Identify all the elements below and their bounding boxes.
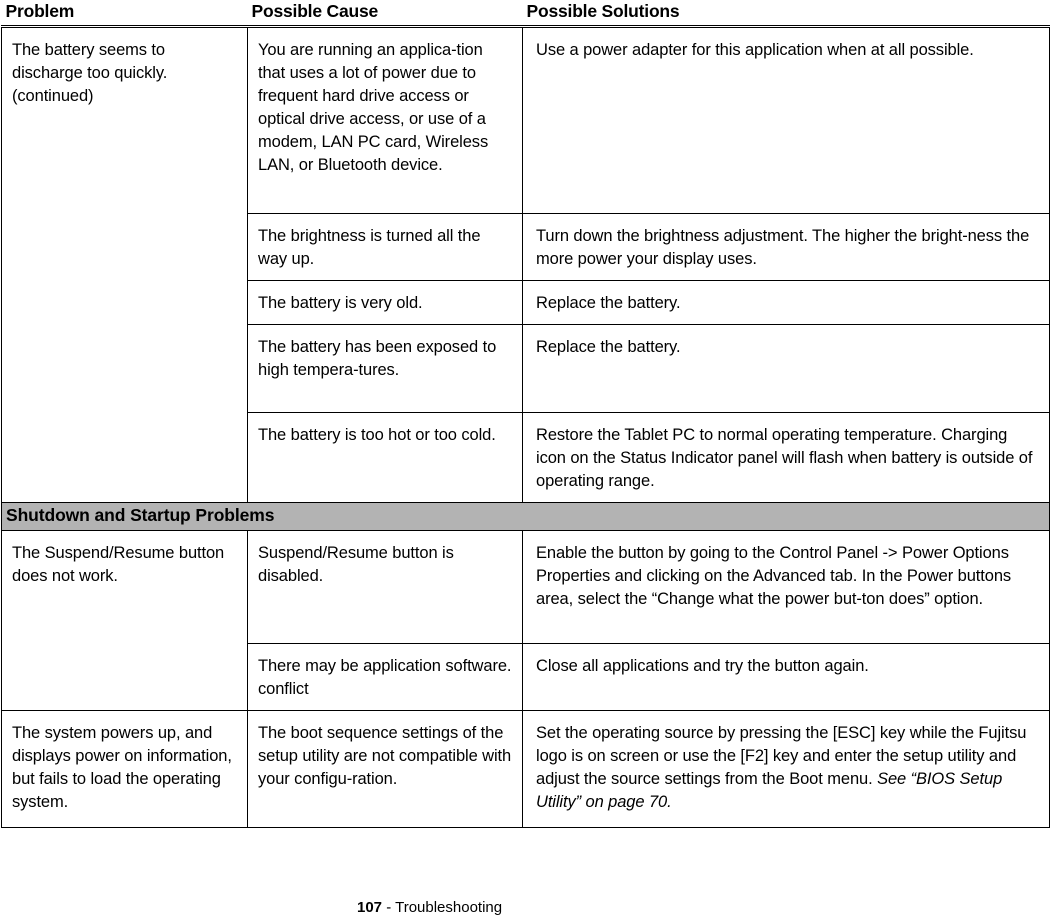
- section-title-shutdown: Shutdown and Startup Problems: [2, 503, 1050, 531]
- cause-cell: The brightness is turned all the way up.: [248, 214, 523, 281]
- header-row: [2, 0, 1050, 27]
- header-possible-cause: Possible Cause: [251, 1, 379, 21]
- cross-reference-link: See “BIOS Setup Utility” on page 70.: [536, 770, 1003, 811]
- solution-cell: Restore the Tablet PC to normal operating temperature. Charging icon on the Status Indicator panel will flash when battery is outside of operating range.: [523, 413, 1050, 503]
- solution-cell: Close all applications and try the button again.: [523, 644, 1050, 711]
- cause-cell: Suspend/Resume button is disabled.: [248, 531, 523, 644]
- troubleshooting-table: [1, 0, 1050, 828]
- cause-cell: You are running an applica-tion that uses a lot of power due to frequent hard drive access or optical drive access, or use of a modem, LAN PC card, Wireless LAN, or Bluetooth device.: [248, 27, 523, 214]
- section-header-row: [2, 503, 1050, 531]
- page-number: 107: [357, 899, 383, 916]
- header-possible-solutions: Possible Solutions: [526, 1, 680, 21]
- problem-cell-boot: The system powers up, and displays power on information, but fails to load the operating system.: [2, 711, 248, 828]
- header-problem: Problem: [5, 1, 75, 21]
- cause-cell: The battery has been exposed to high tempera-tures.: [248, 325, 523, 413]
- solution-cell: Replace the battery.: [523, 281, 1050, 325]
- footer-section: - Troubleshooting: [382, 899, 503, 916]
- solution-cell: [523, 711, 1050, 828]
- table-row: [2, 27, 1050, 214]
- cause-cell: There may be application software. conflict: [248, 644, 523, 711]
- cause-cell: The battery is too hot or too cold.: [248, 413, 523, 503]
- page-footer: [357, 899, 502, 916]
- problem-cell-battery: The battery seems to discharge too quickly. (continued): [2, 27, 248, 503]
- cause-cell: The battery is very old.: [248, 281, 523, 325]
- solution-cell: Use a power adapter for this application when at all possible.: [523, 27, 1050, 214]
- solution-cell: Enable the button by going to the Control Panel -> Power Options Properties and clicking on the Advanced tab. In the Power buttons area, select the “Change what the power but-ton does” option.: [523, 531, 1050, 644]
- problem-cell-suspend: The Suspend/Resume button does not work.: [2, 531, 248, 711]
- table-row: [2, 531, 1050, 644]
- table-row: [2, 711, 1050, 828]
- solution-text: Set the operating source by pressing the [ESC] key while the Fujitsu logo is on screen or use the [F2] key and enter the setup utility and adjust the source settings from the Boot menu.: [536, 724, 1027, 788]
- cause-cell: The boot sequence settings of the setup utility are not compatible with your configu-ration.: [248, 711, 523, 828]
- solution-cell: Turn down the brightness adjustment. The higher the bright-ness the more power your display uses.: [523, 214, 1050, 281]
- table-header: [2, 0, 1050, 27]
- solution-cell: Replace the battery.: [523, 325, 1050, 413]
